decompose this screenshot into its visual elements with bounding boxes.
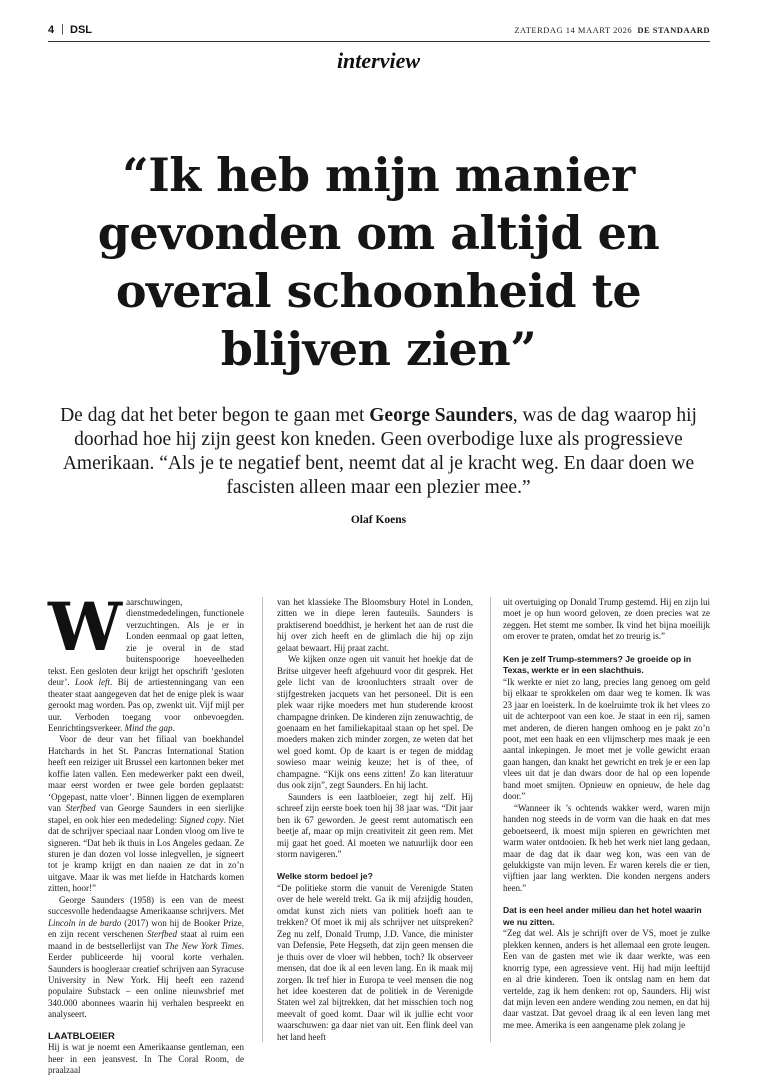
intro-paragraph bbox=[56, 404, 701, 500]
article-paragraph: George Saunders (1958) is een van de meest succesvolle hedendaagse Amerikaanse schrijvers. Met Lincoln in de bardo (2017) won hij de Booker Prize, en zijn recent verschenen Sterfbed staat al ruim een maand in de bestsellerlijst van The New York Times. Eerder publiceerde hij vooral korte verhalen. Saunders is hoogleraar creatief schrijven aan Syracuse University in New York. Hij heeft een razend populaire Substack – een online nieuwsbrief met 340.000 abonnees waarin hij verhalen bespreekt en analyseert. bbox=[48, 894, 244, 1020]
headline: “Ik heb mijn manier gevonden om altijd en overal schoonheid te blijven zien” bbox=[97, 148, 660, 376]
subheading: LAATBLOEIER bbox=[48, 1030, 115, 1042]
drop-cap: W bbox=[48, 588, 123, 666]
interview-question: Ken je zelf Trump-stemmers? Je groeide op in Texas, werkte er in een slachthuis. bbox=[503, 653, 692, 676]
page-header bbox=[48, 24, 710, 38]
intro-text-before: De dag dat het beter begon te gaan met bbox=[60, 405, 370, 426]
intro-text-after: , was de dag waarop hij doorhad hoe hij zijn geest kon kneden. Geen overbodige luxe als progressieve Amerikaan. “Als je te negatief bent, neemt dat al je kracht weg. En daar doen we fascisten alleen maar een plezier mee.” bbox=[62, 405, 697, 498]
byline: Olaf Koens bbox=[350, 514, 407, 526]
header-separator: | bbox=[61, 23, 64, 35]
article-paragraph: Saunders is een laatbloeier, zegt hij zelf. Hij schreef zijn eerste boek toen hij 38 jaar was. “Dit jaar ben ik 67 geworden. Je geest remt automatisch een beetje af, maar op mijn creativiteit zit geen rem. Met mij gaat het goed. Al moeten we natuurlijk door een storm navigeren.” bbox=[277, 791, 473, 859]
header-rule bbox=[48, 41, 710, 42]
issue-date: ZATERDAG 14 MAART 2026 bbox=[514, 25, 633, 35]
article-paragraph: Waarschuwingen, dienstmededelingen, functionele verzuchtingen. Als je er in Londen eenmaal op gaat letten, zie je overal in de stad buitenspoorige hoeveelheden tekst. Een gesloten deur krijgt het opschrift ‘gesloten deur’. Look left. Bij de artiestenningang van een theater staat aangegeven dat het de enige plek is waar gerookt mag worden. Pas op, zwenkt uit. Vijf mijl per uur. Verboden toegang voor onbevoegden. Eenrichtingsverkeer. Mind the gap. bbox=[48, 588, 245, 733]
article-paragraph: “Zeg dat wel. Als je schrijft over de VS, moet je zulke plekken kennen, anders is het allemaal een grote leugen. Een van de gasten met wie ik daar werkte, was een knorrig type, een agressieve vent. Hij had mijn leeftijd en al drie kinderen. Toen ik ontslag nam en hem dat vertelde, zag ik hem denken: rot op, Saunders. Hij wist dat mijn leven een andere wending zou nemen, en dat hij daar vastzat. Dat gevoel draag ik al een leven lang met me mee. Amerika is een aangename plek zolang je bbox=[503, 928, 710, 1030]
column-divider bbox=[262, 597, 263, 1042]
interview-question: Dat is een heel ander milieu dan het hotel waarin we nu zitten. bbox=[503, 905, 702, 927]
article-paragraph: “Wanneer ik ’s ochtends wakker werd, waren mijn handen nog steeds in de vorm van die haak en dat mes geboetseerd, ik moest mijn spieren en gewrichten met warm water ontdooien. Ik heb het werk niet lang gedaan, maar de dag dat ik daar weg kon, was een van de gelukkigste van mijn leven. Er waren kerels die er tien, vijftien jaar lang werkten. Die konden nergens anders heen.” bbox=[503, 802, 710, 893]
article-column-3 bbox=[503, 597, 710, 1047]
article-column-2 bbox=[277, 597, 473, 1047]
section-label: DSL bbox=[70, 24, 92, 36]
article-paragraph: uit overtuiging op Donald Trump gestemd. Hij en zijn lui moet je op hun woord geloven, ze doen precies wat ze zeggen. Het stemt me somber. Ik vind het bijna moeilijk om erover te praten, omdat het zo treurig is.” bbox=[503, 597, 710, 642]
column-divider bbox=[490, 597, 491, 1042]
article-paragraph: “Ik werkte er niet zo lang, precies lang genoeg om geld bij elkaar te sprokkelen om daar weg te komen. Ik was 23 jaar en loeisterk. In de koelruimte trok ik het vlees zo uit de achterpoot van een koe. Je staat in een rij, samen met anderen, de dieren hangen omhoog en je pakt zo’n poot, met een haak en een vlijmscherp mes maak je een aantal inkepingen. Je moet met je volle gewicht eraan gaan hangen, dan knakt het gewricht en trek je er een lap vlees uit dat je dan dwars door de hal op een lopende band moet smijten. Opnieuw en opnieuw, de hele dag door.” bbox=[503, 676, 710, 802]
interview-question: Welke storm bedoel je? bbox=[277, 871, 373, 882]
page-number: 4 bbox=[48, 24, 55, 36]
section-kicker: interview bbox=[336, 48, 421, 73]
article-paragraph: “De politieke storm die vanuit de Verenigde Staten over de hele wereld trekt. Ga ik mij afzijdig houden, omdat kunst zich niets van politiek hoeft aan te trekken? Of moet ik mij als schrijver net uitspreken? Zeg nu zelf, Donald Trump, J.D. Vance, die minister van Defensie, Pete Hegseth, dat zijn geen mensen die je thuis over de vloer wil hebben, toch? Ik observeer mensen, dat doe ik al een leven lang. En ik maak mij zorgen. Ik tref hier in Europa te veel mensen die nog het idee koesteren dat de politiek in de Verenigde Staten wel zal bijtrekken, dat het misschien toch nog meevalt of goed komt. Daar wil ik jullie echt voor waarschuwen: ga daar niet van uit. Een flink deel van het land heeft bbox=[277, 882, 473, 1042]
article-paragraph: We kijken onze ogen uit vanuit het hoekje dat de Britse uitgever heeft afgehuurd voor dit gesprek. Het gele licht van de kroonluchters straalt over de stijfgestreken jacquets van het personeel. Dit is een plek waar rijke moeders met hun studerende kroost champagne drinken. De kinderen zijn zenuwachtig, de goenaam en het familiekapitaal staan op het spel. De moeders maken zich minder zorgen, ze weten dat het wel goed komt. Op de kaart is er tegen de middag sowieso maar weinig keuze; het is of thee, of champagne. “Kijk ons eens zitten! Zo kan literatuur dus ook zijn”, zegt Saunders. En hij lacht. bbox=[277, 654, 473, 791]
article-paragraph: Voor de deur van het filiaal van boekhandel Hatchards in het St. Pancras International Station heeft een reiziger uit Brussel een kartonnen beker met koffie laten vallen. Een medewerker pakt een dweil, maar eerst worden er twee gele borden geplaatst: ‘Opgepast, natte vloer’. Binnen liggen de exemplaren van Sterfbed van George Saunders in een sierlijke stapel, en ook hier een mededeling: Signed copy. Niet dat de schrijver speciaal naar Londen vloog om live te signeren. “Dat heb ik thuis in Los Angeles gedaan. Ze sturen je dan dozen vol losse inlegvellen, je signeert tot je kramp krijgt en dan naaien ze dat in zo’n uitgave. Maar ik was met liefde in Hatchards komen zitten, hoor!” bbox=[48, 734, 245, 894]
article-column-1 bbox=[48, 588, 245, 1076]
dateline bbox=[514, 25, 710, 35]
article-paragraph: van het klassieke The Bloomsbury Hotel in Londen, zitten we in diepe leren fauteuils. Saunders is praktiserend boeddhist, je herkent het aan de rust die hij over zich heeft en de glimlach die hij op zijn gelaat bewaart. Hij praat zacht. bbox=[277, 597, 473, 653]
article-paragraph: Hij is wat je noemt een Amerikaanse gentleman, een heer in een jeansvest. In The Coral Room, de praalzaal bbox=[48, 1042, 244, 1076]
newspaper-name: DE STANDAARD bbox=[637, 25, 710, 35]
intro-subject-name: George Saunders bbox=[369, 405, 513, 426]
